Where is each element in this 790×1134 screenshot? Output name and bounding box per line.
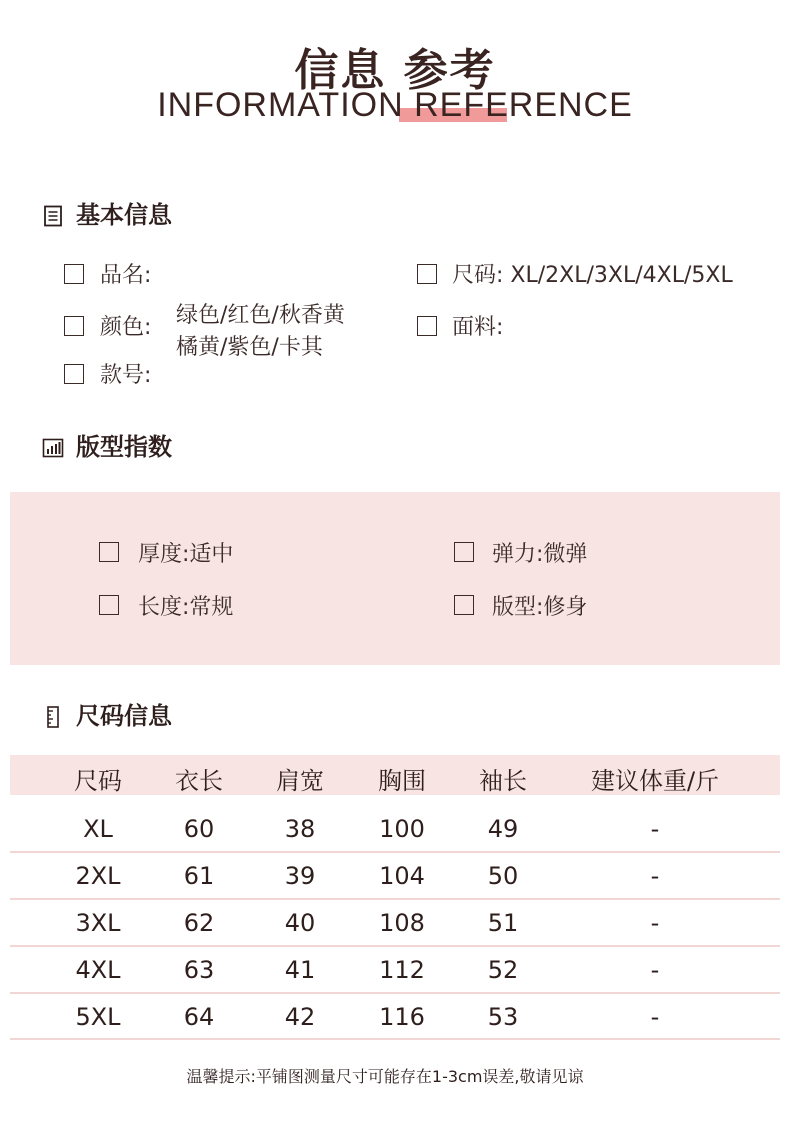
table-cell: 53: [487, 1003, 519, 1031]
table-cell: 3XL: [75, 909, 121, 937]
thickness-label: 厚度:适中: [138, 542, 234, 567]
name-label: 品名:: [100, 263, 152, 288]
table-cell: 52: [487, 956, 519, 984]
size-value: XL/2XL/3XL/4XL/5XL: [510, 263, 733, 288]
fit-index-heading-text: 版型指数: [76, 433, 172, 461]
col-header-shoulder: 肩宽: [276, 767, 324, 795]
col-header-length: 衣长: [175, 767, 223, 795]
table-cell: XL: [83, 815, 113, 843]
basic-info-heading: [42, 195, 172, 230]
thickness-checkbox: [99, 542, 119, 562]
row-divider: [10, 992, 780, 994]
table-cell: 100: [379, 815, 425, 843]
table-cell: -: [650, 909, 660, 937]
table-cell: 42: [284, 1003, 316, 1031]
table-cell: 38: [284, 815, 316, 843]
table-cell: 63: [183, 956, 215, 984]
color-checkbox: [64, 316, 84, 336]
size-info-heading: [42, 696, 172, 731]
document-icon: [42, 205, 64, 227]
table-cell: 60: [183, 815, 215, 843]
style-no-label: 款号:: [100, 363, 152, 388]
page-subtitle-wrap: [0, 86, 790, 125]
style-no-checkbox: [64, 364, 84, 384]
basic-info-heading-text: 基本信息: [76, 201, 172, 229]
fabric-label: 面料:: [452, 315, 504, 340]
row-divider: [10, 1038, 780, 1040]
table-cell: 2XL: [75, 862, 121, 890]
color-value-line1: 绿色/红色/秋香黄: [176, 303, 345, 328]
col-header-weight: 建议体重/斤: [590, 767, 720, 795]
table-cell: 41: [284, 956, 316, 984]
table-cell: -: [650, 815, 660, 843]
page-title: 信息 参考: [294, 45, 496, 96]
cut-checkbox: [454, 595, 474, 615]
size-checkbox: [417, 264, 437, 284]
table-cell: -: [650, 862, 660, 890]
page-subtitle: [157, 86, 633, 125]
table-cell: 61: [183, 862, 215, 890]
table-cell: 4XL: [75, 956, 121, 984]
size-label: [452, 258, 733, 289]
row-divider: [10, 898, 780, 900]
fit-index-heading: [42, 427, 172, 462]
table-cell: -: [650, 1003, 660, 1031]
table-cell: -: [650, 956, 660, 984]
table-cell: 51: [487, 909, 519, 937]
table-cell: 116: [379, 1003, 425, 1031]
size-label-text: 尺码:: [452, 263, 504, 288]
name-checkbox: [64, 264, 84, 284]
table-cell: 64: [183, 1003, 215, 1031]
fit-index-panel: [10, 492, 780, 665]
cut-label: 版型:修身: [492, 595, 588, 620]
subtitle-text: INFORMATION REFERENCE: [157, 86, 633, 124]
row-divider: [10, 851, 780, 853]
length-label: 长度:常规: [138, 595, 234, 620]
elasticity-checkbox: [454, 542, 474, 562]
color-value-line2: 橘黄/紫色/卡其: [176, 335, 323, 360]
table-cell: 62: [183, 909, 215, 937]
fabric-checkbox: [417, 316, 437, 336]
col-header-chest: 胸围: [378, 767, 426, 795]
bar-chart-icon: [42, 437, 64, 459]
length-checkbox: [99, 595, 119, 615]
table-cell: 39: [284, 862, 316, 890]
size-info-heading-text: 尺码信息: [76, 702, 172, 730]
table-cell: 112: [379, 956, 425, 984]
col-header-size: 尺码: [74, 767, 122, 795]
table-cell: 104: [379, 862, 425, 890]
table-cell: 49: [487, 815, 519, 843]
table-cell: 40: [284, 909, 316, 937]
measurement-tip: 温馨提示:平铺图测量尺寸可能存在1-3cm误差,敬请见谅: [186, 1067, 584, 1086]
col-header-sleeve: 袖长: [479, 767, 527, 795]
table-cell: 5XL: [75, 1003, 121, 1031]
table-cell: 108: [379, 909, 425, 937]
elasticity-label: 弹力:微弹: [492, 542, 588, 567]
row-divider: [10, 945, 780, 947]
ruler-icon: [42, 706, 64, 728]
table-cell: 50: [487, 862, 519, 890]
color-label: 颜色:: [100, 315, 152, 340]
